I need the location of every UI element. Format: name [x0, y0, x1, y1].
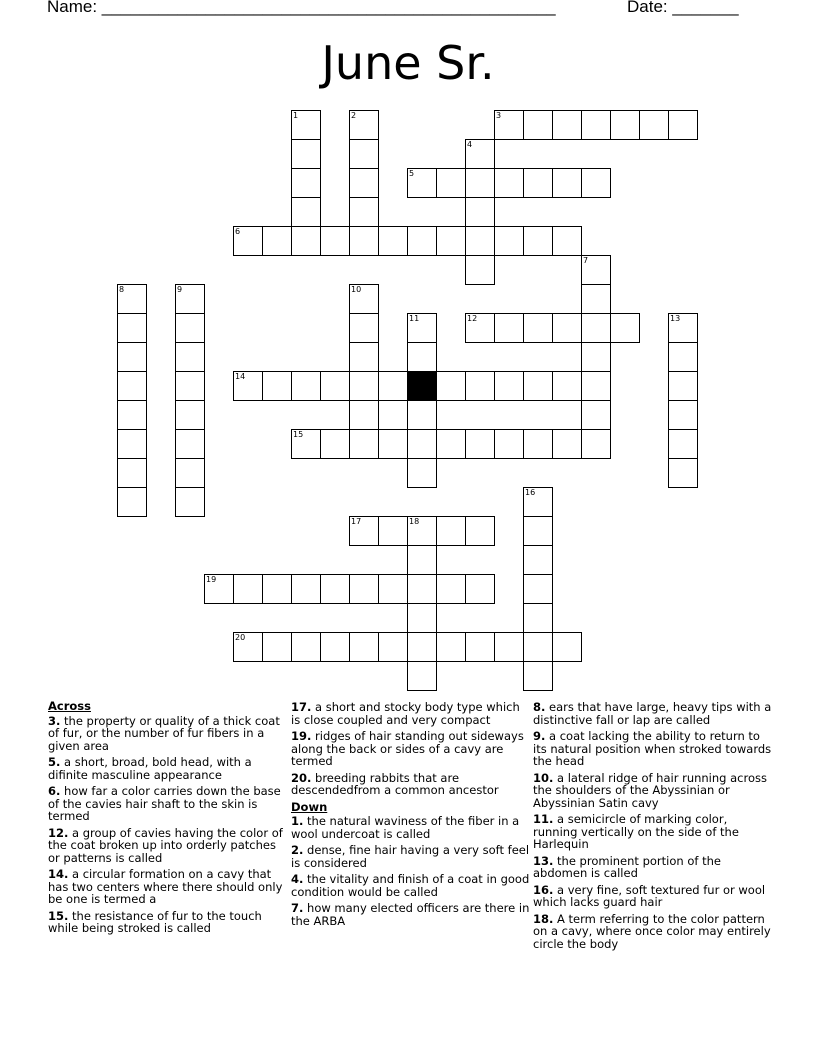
clue-column-3	[533, 701, 773, 954]
grid-cell[interactable]	[523, 429, 553, 459]
across-clue	[48, 910, 288, 935]
grid-cell[interactable]	[320, 632, 350, 662]
grid-cell[interactable]	[117, 400, 147, 430]
clue-number: 20	[235, 633, 246, 642]
grid-cell[interactable]	[668, 342, 698, 372]
down-clue	[533, 730, 773, 768]
grid-cell[interactable]	[175, 284, 205, 314]
grid-cell[interactable]	[523, 632, 553, 662]
grid-cell[interactable]	[349, 400, 379, 430]
grid-cell[interactable]	[407, 545, 437, 575]
grid-cell[interactable]	[552, 110, 582, 140]
grid-cell[interactable]	[610, 313, 640, 343]
grid-cell[interactable]	[291, 139, 321, 169]
down-clue	[291, 902, 531, 927]
across-heading: Across	[48, 699, 91, 713]
grid-cell[interactable]	[494, 313, 524, 343]
grid-cell[interactable]	[349, 284, 379, 314]
clue-number: 1	[293, 111, 299, 120]
down-clue	[533, 701, 773, 726]
grid-cell[interactable]	[523, 487, 553, 517]
grid-cell[interactable]	[436, 371, 466, 401]
across-clue	[48, 715, 288, 753]
grid-cell[interactable]	[407, 632, 437, 662]
grid-cell[interactable]	[175, 371, 205, 401]
grid-cell[interactable]	[436, 516, 466, 546]
grid-cell[interactable]	[349, 110, 379, 140]
grid-cell[interactable]	[262, 371, 292, 401]
date-field-label: Date: _______	[627, 0, 739, 16]
grid-cell[interactable]	[581, 313, 611, 343]
grid-cell[interactable]	[523, 545, 553, 575]
grid-cell[interactable]	[436, 632, 466, 662]
grid-cell[interactable]	[262, 632, 292, 662]
grid-cell[interactable]	[523, 110, 553, 140]
grid-cell[interactable]	[581, 255, 611, 285]
clue-num: 13.	[533, 853, 554, 868]
grid-cell[interactable]	[175, 487, 205, 517]
clue-number: 7	[583, 256, 589, 265]
grid-cell[interactable]	[262, 574, 292, 604]
grid-cell[interactable]	[349, 632, 379, 662]
clue-num: 9.	[533, 729, 546, 743]
grid-cell[interactable]	[233, 226, 263, 256]
grid-cell[interactable]	[668, 458, 698, 488]
grid-cell[interactable]	[291, 574, 321, 604]
grid-cell[interactable]	[378, 429, 408, 459]
clue-text: ridges of hair standing out sideways along the back or sides of a cavy are termed	[291, 729, 524, 768]
grid-cell[interactable]	[407, 168, 437, 198]
clue-num: 14.	[48, 867, 69, 881]
across-clue	[291, 772, 531, 797]
grid-cell[interactable]	[552, 429, 582, 459]
grid-cell[interactable]	[262, 226, 292, 256]
clue-text: the property or quality of a thick coat of fur, or the number of fur fibers in a given area	[48, 713, 280, 753]
grid-block	[407, 371, 437, 401]
clue-number: 5	[409, 169, 415, 178]
grid-cell[interactable]	[407, 458, 437, 488]
clue-number: 8	[119, 285, 125, 294]
grid-cell[interactable]	[407, 313, 437, 343]
grid-cell[interactable]	[610, 110, 640, 140]
grid-cell[interactable]	[552, 632, 582, 662]
grid-cell[interactable]	[117, 429, 147, 459]
grid-cell[interactable]	[552, 168, 582, 198]
grid-cell[interactable]	[581, 110, 611, 140]
grid-cell[interactable]	[204, 574, 234, 604]
grid-cell[interactable]	[320, 226, 350, 256]
grid-cell[interactable]	[349, 342, 379, 372]
grid-cell[interactable]	[175, 429, 205, 459]
clue-text: a semicircle of marking color, running vertically on the side of the Harlequin	[533, 812, 739, 851]
clue-num: 7.	[291, 901, 304, 915]
clue-num: 5.	[48, 755, 61, 769]
grid-cell[interactable]	[349, 516, 379, 546]
grid-cell[interactable]	[407, 400, 437, 430]
grid-cell[interactable]	[494, 429, 524, 459]
grid-cell[interactable]	[349, 168, 379, 198]
clue-num: 4.	[291, 872, 304, 886]
grid-cell[interactable]	[465, 139, 495, 169]
grid-cell[interactable]	[465, 516, 495, 546]
across-clue	[291, 701, 531, 726]
grid-cell[interactable]	[320, 429, 350, 459]
grid-cell[interactable]	[291, 197, 321, 227]
grid-cell[interactable]	[233, 371, 263, 401]
clue-column-2	[291, 701, 531, 931]
grid-cell[interactable]	[668, 110, 698, 140]
grid-cell[interactable]	[378, 632, 408, 662]
clue-text: how far a color carries down the base of the cavies hair shaft to the skin is termed	[48, 784, 281, 823]
grid-cell[interactable]	[523, 574, 553, 604]
grid-cell[interactable]	[465, 255, 495, 285]
grid-cell[interactable]	[117, 284, 147, 314]
grid-cell[interactable]	[291, 429, 321, 459]
grid-cell[interactable]	[349, 429, 379, 459]
grid-cell[interactable]	[378, 226, 408, 256]
clue-num: 12.	[48, 825, 69, 840]
clue-number: 18	[409, 517, 420, 526]
grid-cell[interactable]	[494, 110, 524, 140]
grid-cell[interactable]	[465, 574, 495, 604]
clue-num: 19.	[291, 729, 312, 743]
grid-cell[interactable]	[465, 371, 495, 401]
grid-cell[interactable]	[175, 313, 205, 343]
grid-cell[interactable]	[291, 226, 321, 256]
down-clue	[291, 844, 531, 869]
grid-cell[interactable]	[436, 429, 466, 459]
grid-cell[interactable]	[465, 429, 495, 459]
clue-text: breeding rabbits that are descendedfrom a common ancestor	[291, 770, 499, 797]
grid-cell[interactable]	[349, 313, 379, 343]
clue-number: 19	[206, 575, 217, 584]
grid-cell[interactable]	[320, 574, 350, 604]
grid-cell[interactable]	[494, 226, 524, 256]
grid-cell[interactable]	[552, 226, 582, 256]
down-clue	[533, 813, 773, 851]
grid-cell[interactable]	[407, 516, 437, 546]
clue-number: 3	[496, 111, 502, 120]
clue-text: a circular formation on a cavy that has two centers where there should only be one is termed a	[48, 867, 283, 906]
grid-cell[interactable]	[494, 632, 524, 662]
down-clue	[533, 855, 773, 880]
across-clue	[291, 730, 531, 768]
grid-cell[interactable]	[175, 458, 205, 488]
grid-cell[interactable]	[349, 574, 379, 604]
name-field-label: Name: ________________________________________________	[47, 0, 556, 16]
clue-number: 14	[235, 372, 246, 381]
clue-text: a lateral ridge of hair running across the shoulders of the Abyssinian or Abyssinian Satin cavy	[533, 770, 767, 810]
grid-cell[interactable]	[291, 110, 321, 140]
clue-text: dense, fine hair having a very soft feel is considered	[291, 843, 530, 870]
clue-number: 15	[293, 430, 304, 439]
grid-cell[interactable]	[378, 371, 408, 401]
grid-cell[interactable]	[668, 400, 698, 430]
clue-number: 11	[409, 314, 420, 323]
grid-cell[interactable]	[117, 371, 147, 401]
clue-column-1	[48, 700, 288, 939]
grid-cell[interactable]	[117, 342, 147, 372]
clue-text: a short, broad, bold head, with a difinite masculine appearance	[48, 755, 252, 782]
grid-cell[interactable]	[291, 371, 321, 401]
clue-text: a short and stocky body type which is close coupled and very compact	[291, 700, 520, 727]
down-heading: Down	[291, 799, 328, 814]
grid-cell[interactable]	[581, 168, 611, 198]
grid-cell[interactable]	[407, 342, 437, 372]
clue-text: a very fine, soft textured fur or wool which lacks guard hair	[533, 882, 766, 909]
grid-cell[interactable]	[581, 342, 611, 372]
clue-num: 15.	[48, 908, 69, 923]
grid-cell[interactable]	[378, 516, 408, 546]
grid-cell[interactable]	[523, 226, 553, 256]
grid-cell[interactable]	[494, 168, 524, 198]
across-clue	[48, 756, 288, 781]
clue-number: 6	[235, 227, 241, 236]
grid-cell[interactable]	[494, 371, 524, 401]
grid-cell[interactable]	[349, 226, 379, 256]
grid-cell[interactable]	[581, 400, 611, 430]
clue-num: 11.	[533, 812, 554, 826]
clue-number: 10	[351, 285, 362, 294]
grid-cell[interactable]	[552, 313, 582, 343]
across-clue	[48, 785, 288, 823]
clue-number: 12	[467, 314, 478, 323]
clue-text: a group of cavies having the color of the coat broken up into orderly patches or patterns is called	[48, 825, 283, 865]
grid-cell[interactable]	[436, 574, 466, 604]
grid-cell[interactable]	[523, 516, 553, 546]
down-clue	[291, 815, 531, 840]
clue-num: 1.	[291, 814, 304, 828]
grid-cell[interactable]	[233, 574, 263, 604]
clue-text: the natural waviness of the fiber in a wool undercoat is called	[291, 814, 520, 841]
clue-num: 16.	[533, 882, 554, 897]
clue-number: 2	[351, 111, 357, 120]
grid-cell[interactable]	[581, 429, 611, 459]
grid-cell[interactable]	[349, 371, 379, 401]
clue-num: 10.	[533, 770, 554, 785]
grid-cell[interactable]	[465, 313, 495, 343]
grid-cell[interactable]	[465, 226, 495, 256]
grid-cell[interactable]	[523, 603, 553, 633]
clue-number: 9	[177, 285, 183, 294]
grid-cell[interactable]	[378, 574, 408, 604]
grid-cell[interactable]	[175, 400, 205, 430]
grid-cell[interactable]	[407, 603, 437, 633]
grid-cell[interactable]	[552, 371, 582, 401]
clue-number: 4	[467, 140, 473, 149]
grid-cell[interactable]	[291, 632, 321, 662]
clue-text: how many elected officers are there in the ARBA	[291, 901, 530, 928]
grid-cell[interactable]	[407, 226, 437, 256]
grid-cell[interactable]	[639, 110, 669, 140]
clue-text: the prominent portion of the abdomen is called	[533, 853, 721, 880]
grid-cell[interactable]	[465, 632, 495, 662]
clue-num: 6.	[48, 784, 61, 798]
clue-num: 17.	[291, 700, 312, 714]
grid-cell[interactable]	[117, 313, 147, 343]
grid-cell[interactable]	[523, 661, 553, 691]
grid-cell[interactable]	[668, 371, 698, 401]
grid-cell[interactable]	[117, 487, 147, 517]
grid-cell[interactable]	[465, 197, 495, 227]
down-clue	[291, 873, 531, 898]
clue-num: 8.	[533, 700, 546, 714]
grid-cell[interactable]	[175, 342, 205, 372]
grid-cell[interactable]	[523, 371, 553, 401]
grid-cell[interactable]	[407, 574, 437, 604]
grid-cell[interactable]	[581, 284, 611, 314]
grid-cell[interactable]	[436, 168, 466, 198]
across-clue	[48, 827, 288, 865]
down-clue	[533, 913, 773, 951]
grid-cell[interactable]	[117, 458, 147, 488]
clue-num: 3.	[48, 713, 61, 728]
clue-number: 17	[351, 517, 362, 526]
grid-cell[interactable]	[668, 313, 698, 343]
grid-cell[interactable]	[407, 661, 437, 691]
grid-cell[interactable]	[523, 313, 553, 343]
grid-cell[interactable]	[407, 429, 437, 459]
clue-text: ears that have large, heavy tips with a distinctive fall or lap are called	[533, 700, 772, 727]
clue-text: A term referring to the color pattern on a cavy, where once color may entirely circle the body	[533, 911, 771, 951]
grid-cell[interactable]	[349, 139, 379, 169]
down-clue	[533, 772, 773, 810]
across-clue	[48, 868, 288, 906]
clue-number: 16	[525, 488, 536, 497]
grid-cell[interactable]	[349, 197, 379, 227]
grid-cell[interactable]	[465, 168, 495, 198]
clue-num: 18.	[533, 911, 554, 926]
grid-cell[interactable]	[523, 168, 553, 198]
down-clue	[533, 884, 773, 909]
grid-cell[interactable]	[581, 371, 611, 401]
clue-text: the vitality and finish of a coat in good condition would be called	[291, 872, 530, 899]
grid-cell[interactable]	[436, 226, 466, 256]
clue-number: 13	[670, 314, 681, 323]
clue-num: 20.	[291, 770, 312, 785]
grid-cell[interactable]	[320, 371, 350, 401]
clue-text: a coat lacking the ability to return to its natural position when stroked towards the head	[533, 729, 772, 768]
page-title: June Sr.	[321, 36, 495, 90]
clue-num: 2.	[291, 843, 304, 857]
grid-cell[interactable]	[233, 632, 263, 662]
clue-text: the resistance of fur to the touch while being stroked is called	[48, 908, 262, 935]
grid-cell[interactable]	[668, 429, 698, 459]
grid-cell[interactable]	[291, 168, 321, 198]
